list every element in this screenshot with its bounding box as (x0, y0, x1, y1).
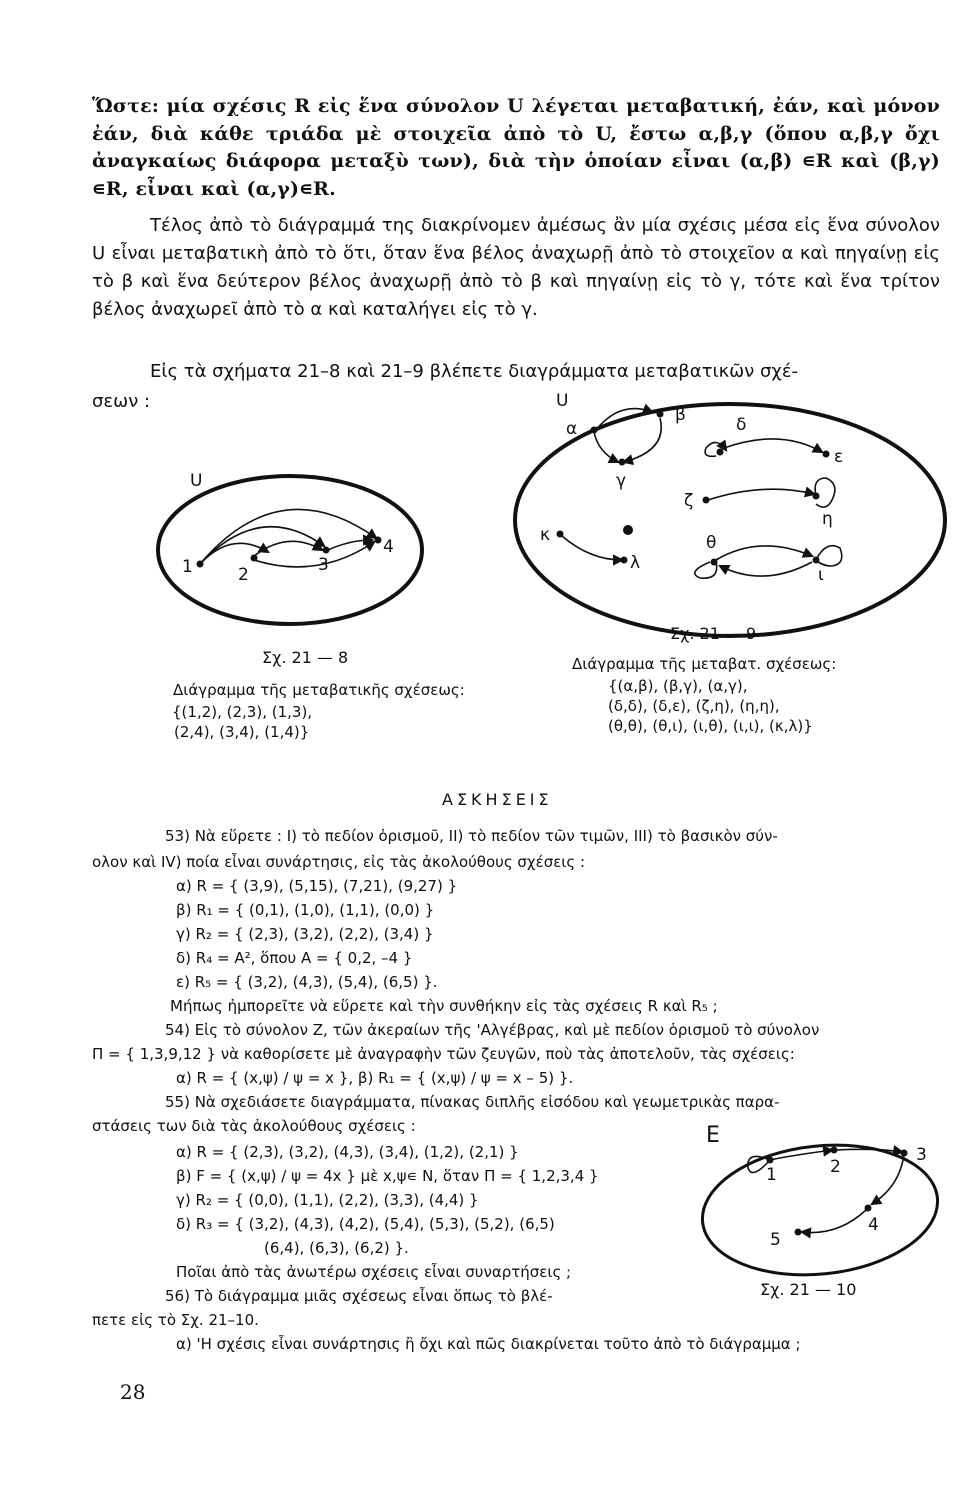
label-2-10: 2 (830, 1157, 841, 1177)
label-kappa: κ (540, 525, 551, 545)
ex56-a: α) 'Η σχέσις εἶναι συνάρτησις ἢ ὄχι καὶ πῶς διακρίνεται τοῦτο ἀπὸ τὸ διάγραμμα ; (176, 1335, 801, 1353)
label-4-10: 4 (868, 1215, 879, 1235)
label-iota: ι (818, 565, 824, 585)
point-i (813, 557, 820, 564)
fig8-caption: Σχ. 21 — 8 (262, 648, 349, 667)
ex56-line2: πετε εἰς τὸ Σχ. 21–10. (92, 1311, 259, 1329)
set-label-u: U (190, 471, 203, 491)
loop-i (816, 546, 842, 566)
fig10-caption: Σχ. 21 — 10 (760, 1280, 857, 1299)
fig9-pairs-3: (θ,θ), (θ,ι), (ι,θ), (ι,ι), (κ,λ)} (608, 717, 813, 735)
label-3: 3 (318, 555, 329, 575)
ex55-line1: 55) Νὰ σχεδιάσετε διαγράμματα, πίνακας διπλῆς εἰσόδου καὶ γεωμετρικὰς παρα- (165, 1093, 780, 1111)
loop-d (705, 442, 726, 456)
ex54-line1: 54) Εἰς τὸ σύνολον Z, τῶν ἀκεραίων τῆς 'Αλγέβρας, καὶ μὲ πεδίον ὁρισμοῦ τὸ σύνολον (165, 1021, 820, 1039)
arrow-3-4-10 (872, 1154, 904, 1204)
ex53-line2: ολον καὶ IV) ποία εἶναι συνάρτησις, εἰς τὰς ἀκολούθους σχέσεις : (92, 853, 586, 871)
arrow-th-i (716, 546, 812, 560)
label-epsilon: ε (834, 447, 844, 467)
intro-paragraph: Ὥστε: μία σχέσις R εἰς ἕνα σύνολον U λέγεται μεταβατική, ἐάν, καὶ μόνον ἐάν, διὰ κάθε τριάδα μὲ στοιχεῖα ἀπὸ τὸ U, ἔστω α,β,γ (ὅπου α,β,γ ὄχι ἀναγκαίως διάφορα μεταξὺ των), διὰ τὴν ὁποίαν εἶναι (α,β) ∊R καὶ (β,γ) ∊R, εἶναι καὶ (α,γ)∊R. (92, 95, 940, 200)
arrow-2-3-10 (836, 1149, 902, 1152)
arrow-z-h (708, 489, 814, 500)
point-b (657, 411, 664, 418)
ex53-a: α) R = { (3,9), (5,15), (7,21), (9,27) } (176, 877, 458, 895)
label-3-10: 3 (916, 1145, 927, 1165)
fig8-pairs-2: (2,4), (3,4), (1,4)} (174, 723, 310, 741)
ex53-question: Μήπως ἠμπορεῖτε νὰ εὕρετε καὶ τὴν συνθήκην εἰς τὰς σχέσεις R καὶ R₅ ; (170, 997, 718, 1015)
ink-dot (623, 525, 633, 535)
point-4 (375, 537, 382, 544)
ex55-a: α) R = { (2,3), (3,2), (4,3), (3,4), (1,2), (2,1) } (176, 1143, 519, 1161)
label-alpha: α (566, 419, 578, 439)
label-theta: θ (706, 533, 717, 553)
label-gamma: γ (616, 471, 627, 491)
fig9-pairs-2: (δ,δ), (δ,ε), (ζ,η), (η,η), (608, 697, 780, 715)
ex55-c: γ) R₂ = { (0,0), (1,1), (2,2), (3,3), (4,4) } (176, 1191, 479, 1209)
arrow-b-g (624, 418, 661, 462)
ex55-b: β) F = { (x,ψ) / ψ = 4x } μὲ x,ψ∊ N, ὅταν Π = { 1,2,3,4 } (176, 1167, 599, 1185)
arrow-i-th (720, 562, 812, 576)
point-2 (251, 555, 258, 562)
arrow-3-4 (328, 540, 372, 550)
arrow-d-e (724, 439, 822, 452)
ex56-line1: 56) Τὸ διάγραμμα μιᾶς σχέσεως εἶναι ὅπως τὸ βλέ- (165, 1287, 553, 1305)
ex53-c: γ) R₂ = { (2,3), (3,2), (2,2), (3,4) } (176, 925, 434, 943)
label-1: 1 (182, 557, 193, 577)
ex54-line2: Π = { 1,3,9,12 } νὰ καθορίσετε μὲ ἀναγραφὴν τῶν ζευγῶν, ποὺ τὰς ἀποτελοῦν, τὰς σχέσεις: (92, 1045, 795, 1063)
ex53-line1: 53) Νὰ εὕρετε : I) τὸ πεδίον ὁρισμοῦ, II) τὸ πεδίον τῶν τιμῶν, III) τὸ βασικὸν σύν- (165, 827, 778, 845)
label-4: 4 (383, 537, 394, 557)
see-line-2: σεων : (92, 391, 151, 412)
point-3-10 (901, 1150, 908, 1157)
label-delta: δ (736, 415, 747, 435)
label-beta: β (675, 405, 686, 425)
point-a (591, 427, 598, 434)
ex53-d: δ) R₄ = A², ὅπου A = { 0,2, –4 } (176, 949, 413, 967)
label-2: 2 (238, 565, 249, 585)
telos-text: Τέλος ἀπὸ τὸ διάγραμμά της διακρίνομεν ἀμέσως ἂν μία σχέσις μέσα εἰς ἕνα σύνολον U εἶναι μεταβατικὴ ἀπὸ τὸ ὅτι, ὅταν ἕνα βέλος ἀναχωρῇ ἀπὸ τὸ στοιχεῖον α καὶ πηγαίνῃ εἰς τὸ β καὶ ἕνα δεύτερον βέλος ἀναχωρῇ ἀπὸ τὸ β καὶ πηγαίνῃ εἰς τὸ γ, τότε καὶ ἕνα τρίτον βέλος ἀναχωρεῖ ἀπὸ τὸ α καὶ καταλήγει εἰς τὸ γ. (92, 215, 940, 320)
see-line-1: Εἰς τὰ σχήματα 21–8 καὶ 21–9 βλέπετε διαγράμματα μεταβατικῶν σχέ- (150, 361, 799, 382)
ex54-line3: α) R = { (x,ψ) / ψ = x }, β) R₁ = { (x,ψ) / ψ = x – 5) }. (176, 1069, 574, 1087)
arrow-2-3 (254, 541, 322, 556)
set-outline-e (696, 1134, 944, 1286)
page-number: 28 (120, 1380, 146, 1404)
point-g (619, 459, 626, 466)
point-1-10 (767, 1157, 774, 1164)
point-3 (323, 547, 330, 554)
ex53-b: β) R₁ = { (0,1), (1,0), (1,1), (0,0) } (176, 901, 435, 919)
point-z (703, 497, 710, 504)
set-label-e: E (706, 1123, 720, 1148)
point-th (711, 559, 718, 566)
fig9-pairs-1: {(α,β), (β,γ), (α,γ), (608, 677, 748, 695)
fig9-desc: Διάγραμμα τῆς μεταβατ. σχέσεως: (572, 655, 837, 673)
arrow-a-g (594, 432, 618, 462)
label-eta: η (822, 509, 833, 529)
ex55-question: Ποῖαι ἀπὸ τὰς ἀνωτέρω σχέσεις εἶναι συναρτήσεις ; (176, 1263, 572, 1281)
point-d (717, 449, 724, 456)
loop-h (815, 478, 835, 507)
label-zeta: ζ (684, 491, 694, 511)
label-5-10: 5 (770, 1230, 781, 1250)
ex55-d2: (6,4), (6,3), (6,2) }. (264, 1239, 409, 1257)
fig8-desc: Διάγραμμα τῆς μεταβατικῆς σχέσεως: (173, 681, 465, 699)
set-outline-u9 (515, 404, 945, 636)
point-h (813, 493, 820, 500)
label-lambda: λ (630, 553, 641, 573)
ex55-line2: στάσεις των διὰ τὰς ἀκολούθους σχέσεις : (92, 1117, 416, 1135)
point-k (557, 531, 564, 538)
fig8-pairs-1: {(1,2), (2,3), (1,3), (172, 703, 313, 721)
point-e (823, 451, 830, 458)
point-1 (197, 561, 204, 568)
label-1-10: 1 (766, 1165, 777, 1185)
set-label-u9: U (556, 391, 569, 411)
point-5-10 (795, 1229, 802, 1236)
ex53-e: ε) R₅ = { (3,2), (4,3), (5,4), (6,5) }. (176, 973, 438, 991)
fig9-caption: Σχ. 21 — 9 (670, 624, 757, 643)
ex55-d: δ) R₃ = { (3,2), (4,3), (4,2), (5,4), (5,3), (5,2), (6,5) (176, 1215, 555, 1233)
point-4-10 (865, 1205, 872, 1212)
point-l (621, 557, 628, 564)
exercises-heading: ΑΣΚΗΣΕΙΣ (442, 790, 553, 809)
point-2-10 (831, 1147, 838, 1154)
arrow-k-l (562, 536, 622, 560)
arrow-4-5-10 (802, 1210, 866, 1233)
